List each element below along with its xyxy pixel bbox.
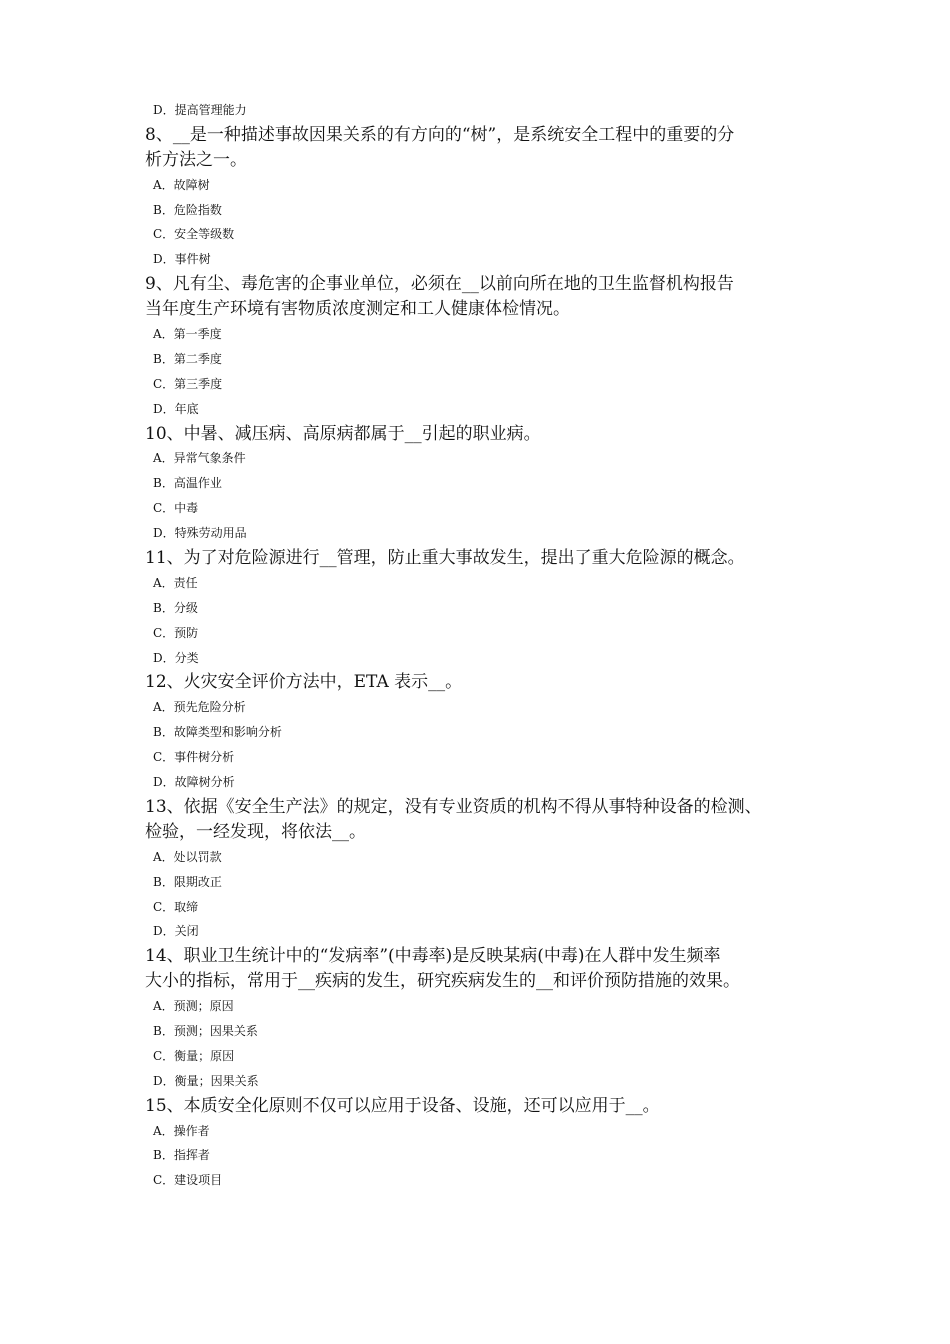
answer-option: B．指挥者 (153, 1148, 210, 1163)
question-text-line: 当年度生产环境有害物质浓度测定和工人健康体检情况。 (145, 299, 570, 320)
question-text-line: 检验，一经发现，将依法__。 (145, 821, 366, 842)
answer-option: A．预测；原因 (153, 999, 234, 1014)
question-text-line: 11、为了对危险源进行__管理，防止重大事故发生，提出了重大危险源的概念。 (145, 548, 745, 569)
question-text-line: 大小的指标，常用于__疾病的发生，研究疾病发生的__和评价预防措施的效果。 (145, 971, 740, 992)
answer-option: B．限期改正 (153, 874, 222, 889)
answer-option: A．操作者 (153, 1123, 210, 1138)
answer-option: D．事件树 (153, 252, 211, 267)
answer-option: A．异常气象条件 (153, 451, 246, 466)
question-text-line: 10、中暑、减压病、高原病都属于__引起的职业病。 (145, 423, 541, 444)
answer-option: B．分级 (153, 600, 198, 615)
answer-option: D．年底 (153, 401, 199, 416)
question-text-line: 9、凡有尘、毒危害的企事业单位，必须在__以前向所在地的卫生监督机构报告 (145, 274, 734, 295)
answer-option: C．预防 (153, 625, 199, 640)
answer-option: D．分类 (153, 650, 199, 665)
answer-option: B．预测；因果关系 (153, 1023, 258, 1038)
answer-option: B．故障类型和影响分析 (153, 725, 282, 740)
answer-option: C．衡量；原因 (153, 1048, 235, 1063)
question-text-line: 8、__是一种描述事故因果关系的有方向的“树”，是系统安全工程中的重要的分 (145, 124, 735, 145)
answer-option: A．责任 (153, 575, 198, 590)
answer-option: D．故障树分析 (153, 775, 235, 790)
answer-option: C．事件树分析 (153, 750, 235, 765)
answer-option: D．特殊劳动用品 (153, 526, 247, 541)
answer-option: C．第三季度 (153, 376, 223, 391)
answer-option: A．故障树 (153, 177, 210, 192)
answer-option: B．高温作业 (153, 476, 222, 491)
answer-option: A．第一季度 (153, 327, 222, 342)
answer-option: B．第二季度 (153, 351, 222, 366)
answer-option: A．处以罚款 (153, 849, 222, 864)
answer-option: A．预先危险分析 (153, 700, 246, 715)
answer-option: C．安全等级数 (153, 227, 235, 242)
question-text-line: 13、依据《安全生产法》的规定，没有专业资质的机构不得从事特种设备的检测、 (145, 796, 762, 817)
answer-option: D．关闭 (153, 924, 199, 939)
question-text-line: 析方法之一。 (145, 149, 247, 170)
exam-question-list (145, 98, 815, 1193)
answer-option: D．衡量；因果关系 (153, 1073, 259, 1088)
answer-option: C．建设项目 (153, 1173, 223, 1188)
answer-option: C．取缔 (153, 899, 199, 914)
answer-option: D．提高管理能力 (153, 103, 247, 117)
question-text-line: 15、本质安全化原则不仅可以应用于设备、设施，还可以应用于__。 (145, 1095, 660, 1116)
answer-option: B．危险指数 (153, 202, 222, 217)
answer-option: C．中毒 (153, 501, 199, 516)
question-text-line: 14、职业卫生统计中的“发病率”(中毒率)是反映某病(中毒)在人群中发生频率 (145, 946, 721, 967)
question-text-line: 12、火灾安全评价方法中，ETA 表示__。 (145, 672, 463, 693)
